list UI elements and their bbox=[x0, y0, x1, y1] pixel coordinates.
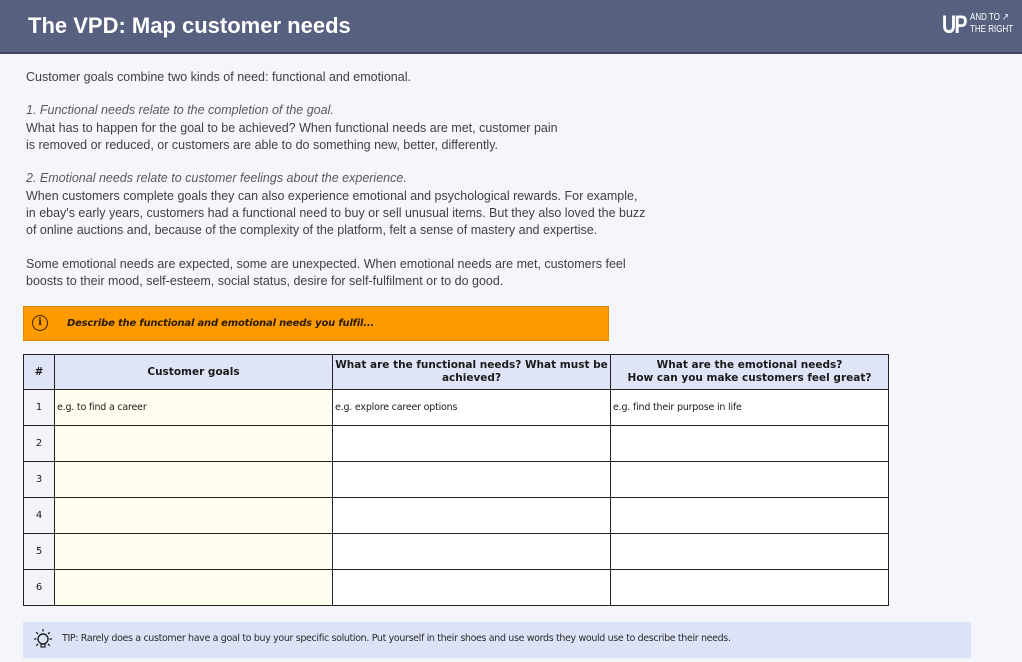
emotional-cell[interactable] bbox=[611, 498, 889, 534]
row-number: 4 bbox=[24, 498, 55, 534]
emotional-cell[interactable] bbox=[611, 426, 889, 462]
instruction-banner bbox=[23, 306, 609, 341]
table-row bbox=[24, 462, 889, 498]
logo-up: UP bbox=[942, 11, 966, 39]
functional-cell[interactable] bbox=[333, 534, 611, 570]
column-header-number: # bbox=[24, 355, 55, 390]
page-header bbox=[0, 0, 1022, 54]
column-header-goals: Customer goals bbox=[55, 355, 333, 390]
closing-line: Some emotional needs are expected, some are unexpected. When emotional needs are met, customers feel bbox=[26, 257, 626, 271]
goal-cell[interactable] bbox=[55, 534, 333, 570]
emotional-cell[interactable] bbox=[611, 534, 889, 570]
table-row bbox=[24, 534, 889, 570]
goal-cell[interactable] bbox=[55, 498, 333, 534]
goal-cell[interactable]: e.g. to find a career bbox=[55, 390, 333, 426]
functional-cell[interactable] bbox=[333, 426, 611, 462]
goal-cell[interactable] bbox=[55, 570, 333, 606]
brand-logo[interactable] bbox=[942, 10, 1014, 40]
functional-line: is removed or reduced, or customers are able to do something new, better, differently. bbox=[26, 138, 499, 152]
row-number: 3 bbox=[24, 462, 55, 498]
functional-cell[interactable] bbox=[333, 570, 611, 606]
row-number: 1 bbox=[24, 390, 55, 426]
tip-box bbox=[23, 622, 971, 658]
tip-text: TIP: Rarely does a customer have a goal to buy your specific solution. Put yourself in their shoes and use words they would use to describe their needs. bbox=[62, 633, 731, 644]
intro-paragraph: Customer goals combine two kinds of need: functional and emotional. bbox=[26, 70, 411, 84]
banner-text: Describe the functional and emotional needs you fulfil... bbox=[67, 318, 375, 329]
functional-header-line-1: What are the functional needs? What must be bbox=[335, 359, 608, 371]
logo-line-2: THE RIGHT bbox=[970, 24, 1014, 35]
emotional-cell[interactable]: e.g. find their purpose in life bbox=[611, 390, 889, 426]
table-row bbox=[24, 570, 889, 606]
emotional-line: When customers complete goals they can also experience emotional and psychological rewards. For example, bbox=[26, 189, 638, 203]
logo-line-1: AND TO ↗ bbox=[970, 12, 1009, 23]
goal-cell[interactable] bbox=[55, 462, 333, 498]
emotional-header-line-2: How can you make customers feel great? bbox=[627, 372, 872, 384]
row-number: 2 bbox=[24, 426, 55, 462]
emotional-cell[interactable] bbox=[611, 462, 889, 498]
column-header-emotional bbox=[611, 355, 889, 390]
functional-heading: 1. Functional needs relate to the completion of the goal. bbox=[26, 103, 334, 117]
page-title: The VPD: Map customer needs bbox=[28, 13, 351, 38]
functional-line: What has to happen for the goal to be achieved? When functional needs are met, customer pain bbox=[26, 121, 558, 135]
info-icon: i bbox=[32, 315, 48, 331]
functional-cell[interactable] bbox=[333, 462, 611, 498]
closing-line: boosts to their mood, self-esteem, social status, desire for self-fulfilment or to do good. bbox=[26, 274, 504, 288]
emotional-line: of online auctions and, because of the complexity of the platform, felt a sense of mastery and expertise. bbox=[26, 223, 598, 237]
row-number: 6 bbox=[24, 570, 55, 606]
emotional-header-line-1: What are the emotional needs? bbox=[656, 359, 843, 371]
table-header-row bbox=[24, 355, 889, 390]
table-row bbox=[24, 498, 889, 534]
functional-cell[interactable]: e.g. explore career options bbox=[333, 390, 611, 426]
functional-cell[interactable] bbox=[333, 498, 611, 534]
goal-cell[interactable] bbox=[55, 426, 333, 462]
lightbulb-icon bbox=[31, 628, 55, 652]
functional-header-line-2: achieved? bbox=[441, 372, 502, 384]
needs-table bbox=[23, 354, 889, 606]
emotional-heading: 2. Emotional needs relate to customer feelings about the experience. bbox=[26, 171, 407, 185]
column-header-functional bbox=[333, 355, 611, 390]
emotional-line: in ebay's early years, customers had a functional need to buy or sell unusual items. But they also loved the buzz bbox=[26, 206, 646, 220]
table-row bbox=[24, 390, 889, 426]
emotional-cell[interactable] bbox=[611, 570, 889, 606]
table-row bbox=[24, 426, 889, 462]
row-number: 5 bbox=[24, 534, 55, 570]
